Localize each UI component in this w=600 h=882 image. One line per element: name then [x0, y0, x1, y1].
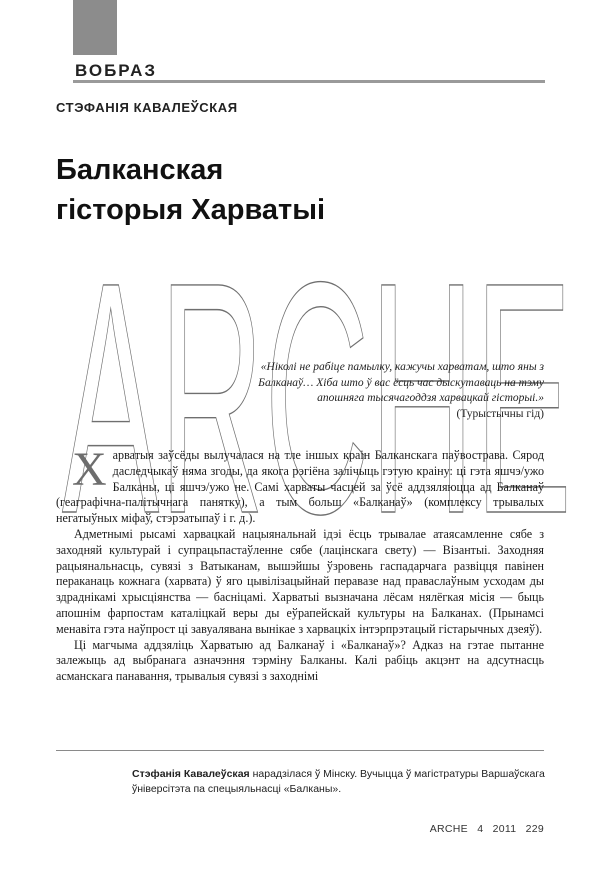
- section-label: ВОБРАЗ: [75, 61, 158, 80]
- title-line-2: гісторыя Харватыі: [56, 194, 326, 226]
- bio-text: нарадзілася ў Мінску. Вучыцца ў магістратуры Варшаўскага ўніверсітэта па спецыяльнасці «Балканы».: [132, 768, 545, 795]
- body-paragraph-2: Адметнымі рысамі харвацкай нацыянальнай ідэі ёсць трывалае атаясамленне сябе з заходняй культурай і супрацьпастаўленне сябе (лацінскага свету) — Візантыі. Заходняя рацыянальнасць, сувязі з Ватыканам, вышэйшы ўзровень гаспадарчага развіцця павінен пераканаць кожнага (харвата) ў яго цывілізацыйнай перавазе над праваслаўным усходам ды здраднікамі хрысціянства — басніцамі. Харватыі вызначана лёсам нялёгкая місія — быць апошнім фарпостам каталіцкай веры ды еўрапейскай культуры на Балканах. (Прынамсі менавіта гэта наўпрост ці завуалявана вынікае з харвацкіх інтэрпрэтацый гістарычных дзеяў).: [56, 526, 544, 636]
- footnote-divider: [56, 750, 544, 751]
- epigraph-source: (Турыстычны гід): [456, 407, 544, 420]
- body-paragraph-1: [56, 443, 544, 527]
- article-title: [56, 150, 536, 230]
- footer-year: 2011: [492, 823, 517, 835]
- author-bio: [132, 767, 546, 797]
- paragraph-text: арватыя заўсёды вылучалася на тле іншых краін Балканскага паўвострава. Сярод даследчыкаў няма згоды, да якога рэгіёна залічыць гэтую краіну: ці гэта яшчэ/ужо Балканы, ці яшчэ/ужо не. Самі харваты часцей за ўсё аддзяляюцца ад Балканаў (геаграфічна-палітычнага панятку), а тым больш «Балканаў» (комплексу трывалых негатыўных міфаў, стэрэатыпаў і г. д.).: [56, 448, 544, 526]
- watermark-text: ARCHE: [62, 220, 572, 520]
- epigraph-quote: «Ніколі не рабіце памылку, кажучы харватам, што яны з Балканаў… Хіба што ў вас ёсць час дыскутаваць на тэму апошняга тысячагоддзя харвацкай гісторыі.»: [258, 361, 544, 405]
- section-divider: [73, 80, 545, 83]
- drop-cap: Х: [72, 443, 107, 496]
- author-name: СТЭФАНІЯ КАВАЛЕЎСКАЯ: [56, 100, 238, 115]
- footer-issue: 4: [477, 823, 484, 835]
- body-paragraph-3: Ці магчыма аддзяліць Харватыю ад Балканаў і «Балканаў»? Адказ на гэтае пытанне залежыць ад выбранага азначэння тэрміну Балканы. Калі рабіць акцэнт на адсутнасць асманскага панавання, трывалыя сувязі з заходнімі: [56, 637, 544, 684]
- bio-author-name: Стэфанія Кавалеўская: [132, 768, 250, 780]
- footer-page-number: 229: [525, 823, 544, 835]
- section-tab-decoration: [73, 0, 117, 55]
- title-line-1: Балканская: [56, 154, 224, 186]
- footer-journal: ARCHE: [429, 823, 468, 835]
- page-footer: [424, 823, 544, 835]
- article-body: [56, 443, 544, 685]
- epigraph: [244, 360, 544, 422]
